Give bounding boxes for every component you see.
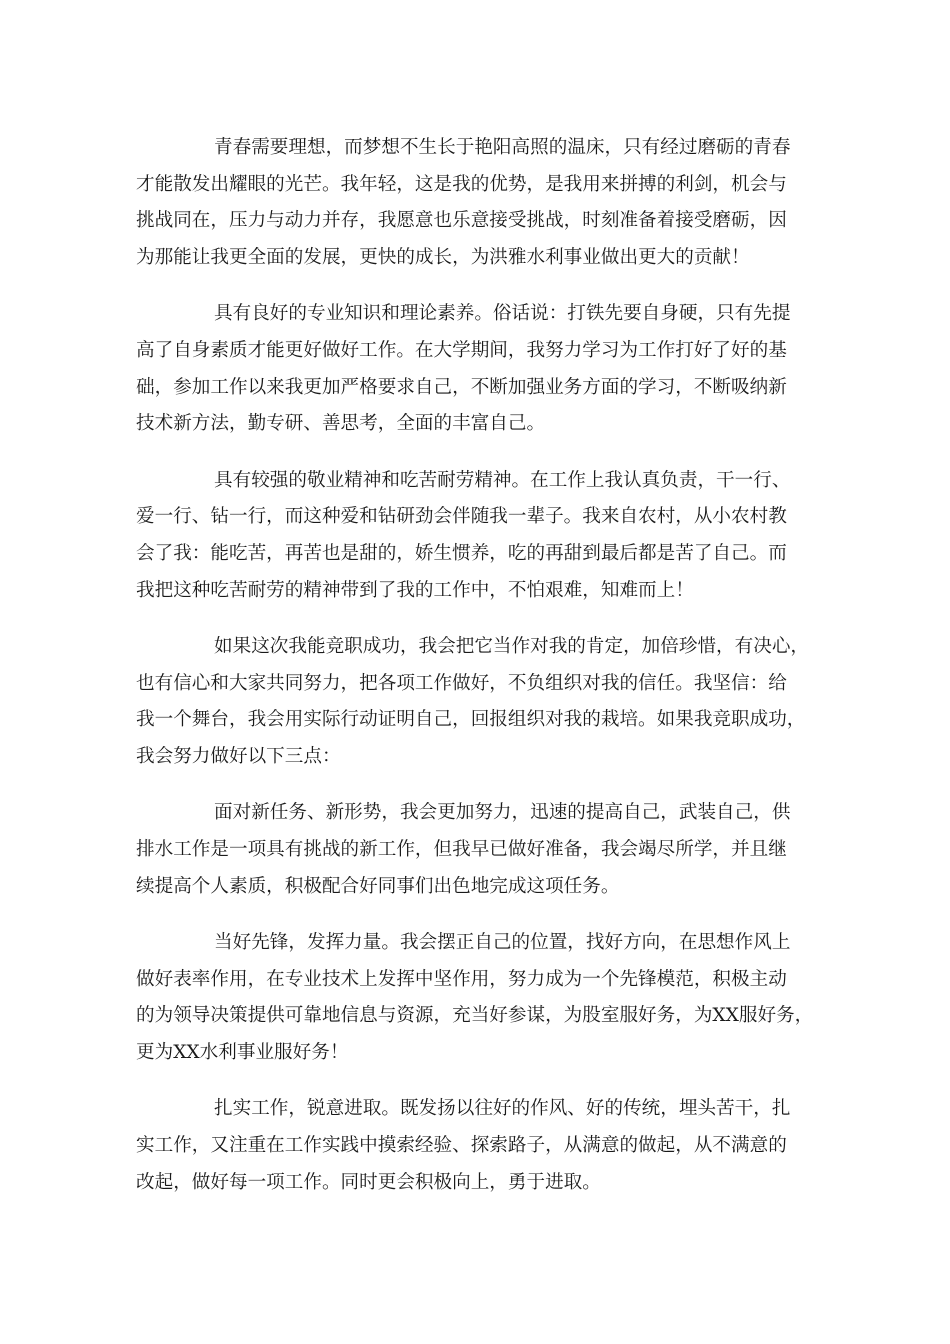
text-line: 才能散发出耀眼的光芒。我年轻，这是我的优势，是我用来拼搏的利剑，机会与	[136, 173, 787, 195]
paragraph-7	[136, 1091, 818, 1201]
text-line: 高了自身素质才能更好做好工作。在大学期间，我努力学习为工作打好了好的基	[136, 340, 787, 362]
text-line: 更为XX水利事业服好务！	[136, 1041, 349, 1063]
paragraph-4	[136, 629, 818, 776]
text-line: 础，参加工作以来我更加严格要求自己，不断加强业务方面的学习，不断吸纳新	[136, 376, 787, 398]
text-line: 排水工作是一项具有挑战的新工作，但我早已做好准备，我会竭尽所学，并且继	[136, 838, 787, 860]
text-line: 如果这次我能竞职成功，我会把它当作对我的肯定，加倍珍惜，有决心，	[214, 635, 810, 657]
text-line: 具有良好的专业知识和理论素养。俗话说：打铁先要自身硬，只有先提	[214, 303, 791, 325]
paragraph-5	[136, 795, 818, 905]
paragraph-2	[136, 296, 818, 443]
text-line: 会了我：能吃苦，再苦也是甜的，娇生惯养，吃的再甜到最后都是苦了自己。而	[136, 543, 787, 565]
text-line: 挑战同在，压力与动力并存，我愿意也乐意接受挑战，时刻准备着接受磨砺，因	[136, 210, 787, 232]
text-line: 爱一行、钻一行，而这种爱和钻研劲会伴随我一辈子。我来自农村，从小农村教	[136, 506, 787, 528]
text-line: 面对新任务、新形势，我会更加努力，迅速的提高自己，武装自己，供	[214, 802, 791, 824]
text-line: 我一个舞台，我会用实际行动证明自己，回报组织对我的栽培。如果我竞职成功，	[136, 709, 806, 731]
text-line: 当好先锋，发挥力量。我会摆正自己的位置，找好方向，在思想作风上	[214, 931, 791, 953]
text-line: 我会努力做好以下三点：	[136, 746, 341, 768]
text-line: 扎实工作，锐意进取。既发扬以往好的作风、好的传统，埋头苦干，扎	[214, 1098, 791, 1120]
paragraph-1	[136, 130, 818, 277]
document-body	[136, 130, 818, 1221]
paragraph-3	[136, 463, 818, 610]
text-line: 改起，做好每一项工作。同时更会积极向上，勇于进取。	[136, 1171, 601, 1193]
text-line: 我把这种吃苦耐劳的精神带到了我的工作中，不怕艰难，知难而上！	[136, 579, 694, 601]
text-line: 具有较强的敬业精神和吃苦耐劳精神。在工作上我认真负责，干一行、	[214, 469, 791, 491]
text-line: 为那能让我更全面的发展，更快的成长，为洪雅水利事业做出更大的贡献！	[136, 247, 750, 269]
text-line: 做好表率作用，在专业技术上发挥中坚作用，努力成为一个先锋模范，积极主动	[136, 968, 787, 990]
text-line: 的为领导决策提供可靠地信息与资源，充当好参谋，为股室服好务，为XX服好务，	[136, 1005, 814, 1027]
paragraph-6	[136, 925, 818, 1072]
text-line: 也有信心和大家共同努力，把各项工作做好，不负组织对我的信任。我坚信：给	[136, 672, 787, 694]
text-line: 青春需要理想，而梦想不生长于艳阳高照的温床，只有经过磨砺的青春	[214, 137, 791, 158]
text-line: 技术新方法，勤专研、善思考，全面的丰富自己。	[136, 413, 546, 435]
text-line: 实工作，又注重在工作实践中摸索经验、探索路子，从满意的做起，从不满意的	[136, 1134, 787, 1156]
text-line: 续提高个人素质，积极配合好同事们出色地完成这项任务。	[136, 875, 620, 897]
